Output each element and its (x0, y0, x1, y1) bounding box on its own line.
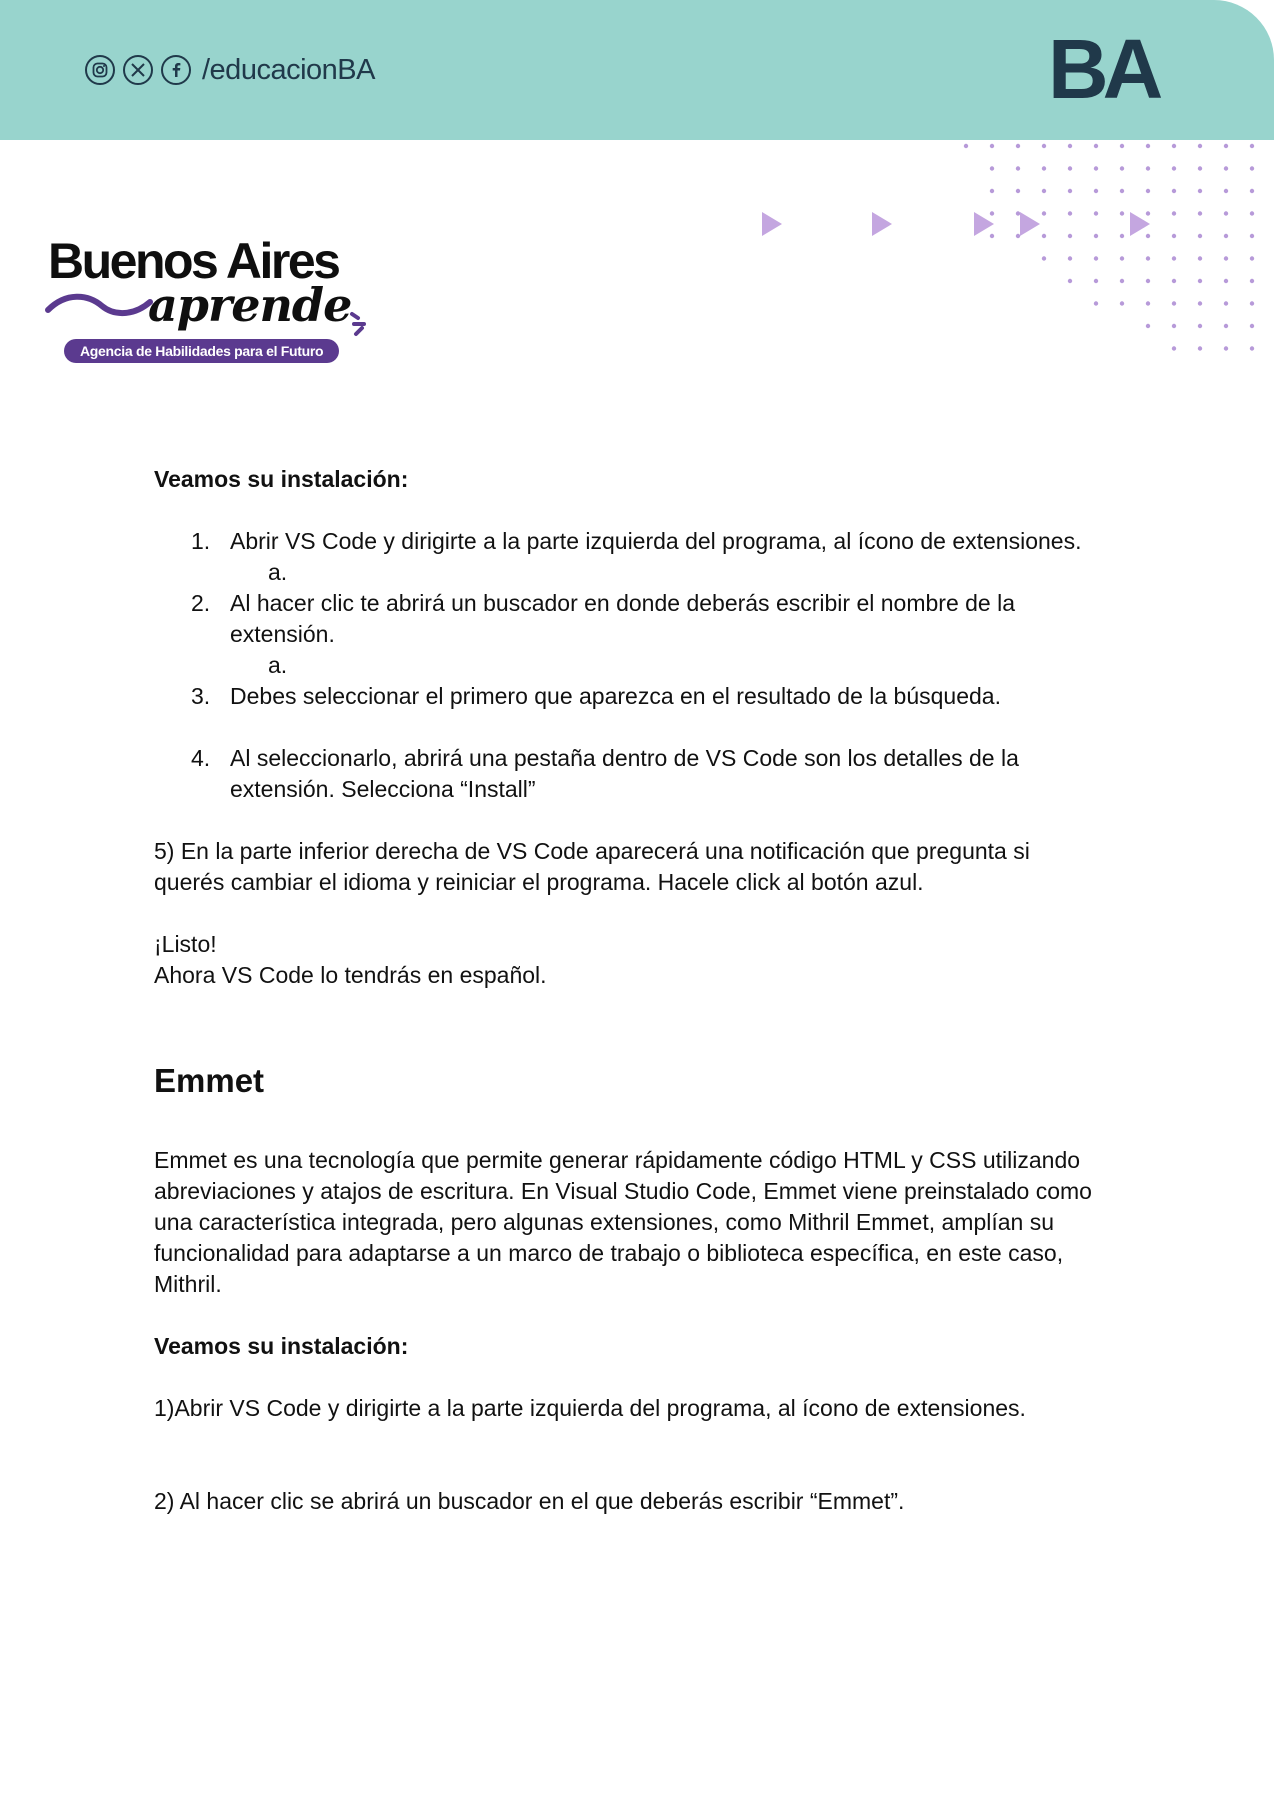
dot (1120, 301, 1124, 305)
dot (1042, 166, 1046, 170)
dot (1224, 346, 1228, 350)
dot (1172, 279, 1176, 283)
ba-logo (1048, 38, 1168, 108)
dot (1250, 324, 1254, 328)
blank-line (154, 1300, 1114, 1331)
arrow-icon (762, 212, 782, 236)
dot (1120, 279, 1124, 283)
arrow-icon (872, 212, 892, 236)
done-text: ¡Listo! (154, 931, 217, 957)
installation-heading: Veamos su instalación: (154, 466, 409, 492)
dot (1094, 256, 1098, 260)
blank-line (154, 495, 1114, 526)
list-item-text-continued: extensión. (230, 621, 335, 647)
buenos-aires-aprende-logo (44, 233, 404, 371)
logo-title: Buenos Aires (48, 233, 339, 289)
dot (1146, 279, 1150, 283)
dot (1094, 301, 1098, 305)
dot (1042, 144, 1046, 148)
list-subitem: a. (268, 559, 288, 585)
dot (1172, 234, 1176, 238)
dot (1172, 166, 1176, 170)
installation-steps (154, 526, 1114, 805)
dot (1172, 256, 1176, 260)
list-item-text-continued: extensión. Selecciona “Install” (230, 776, 536, 802)
dot (1068, 256, 1072, 260)
dot (1250, 144, 1254, 148)
dot (1198, 189, 1202, 193)
blank-line (154, 805, 1114, 836)
dot (1172, 144, 1176, 148)
arrow-icon (1130, 212, 1150, 236)
facebook-icon[interactable] (161, 55, 191, 85)
list-number: 2. (191, 590, 211, 616)
dot (1042, 189, 1046, 193)
emmet-step-1: 1)Abrir VS Code y dirigirte a la parte izquierda del programa, al ícono de extensiones. (154, 1395, 1026, 1421)
list-item (154, 526, 1114, 557)
list-number: 4. (191, 745, 211, 771)
dot (1224, 189, 1228, 193)
emmet-paragraph (154, 1145, 1114, 1300)
dot (1224, 324, 1228, 328)
dot (1198, 324, 1202, 328)
dot (1094, 166, 1098, 170)
section-spacer (154, 1101, 1114, 1145)
blank-line (154, 898, 1114, 929)
done-text-line2: Ahora VS Code lo tendrás en español. (154, 962, 547, 988)
dot (1068, 144, 1072, 148)
list-item (154, 681, 1114, 712)
section-spacer (154, 991, 1114, 1061)
paragraph-line: abreviaciones y atajos de escritura. En Visual Studio Code, Emmet viene preinstalado como (154, 1178, 1092, 1204)
spark-icon (348, 308, 378, 338)
dot (1250, 166, 1254, 170)
dot (1198, 279, 1202, 283)
arrow-icon (1020, 212, 1040, 236)
dot (1120, 256, 1124, 260)
list-item (154, 588, 1114, 650)
dot (1198, 166, 1202, 170)
dot (990, 144, 994, 148)
dot (990, 166, 994, 170)
dot (1016, 166, 1020, 170)
dot (1198, 211, 1202, 215)
decorative-arrows (760, 208, 1160, 248)
document-body (154, 464, 1114, 1517)
dot (1224, 279, 1228, 283)
paragraph-line: una característica integrada, pero algunas extensiones, como Mithril Emmet, amplían su (154, 1209, 1054, 1235)
list-number: 3. (191, 683, 211, 709)
blank-line (154, 1424, 1114, 1486)
dot (1172, 301, 1176, 305)
blank-line (154, 712, 1114, 743)
dot (1094, 279, 1098, 283)
emmet-step-2: 2) Al hacer clic se abrirá un buscador en el que deberás escribir “Emmet”. (154, 1488, 905, 1514)
emmet-installation-heading: Veamos su instalación: (154, 1333, 409, 1359)
dot (1146, 324, 1150, 328)
dot (1250, 234, 1254, 238)
list-item-text: Debes seleccionar el primero que aparezca en el resultado de la búsqueda. (230, 683, 1001, 709)
step-5-text-continued: querés cambiar el idioma y reiniciar el programa. Hacele click al botón azul. (154, 869, 924, 895)
dot (990, 189, 994, 193)
arrow-icon (974, 212, 994, 236)
emmet-title: Emmet (154, 1062, 265, 1099)
list-item-text: Al seleccionarlo, abrirá una pestaña dentro de VS Code son los detalles de la (230, 745, 1019, 771)
dot (1172, 211, 1176, 215)
dot (1224, 144, 1228, 148)
dot (1146, 189, 1150, 193)
instagram-icon[interactable] (85, 55, 115, 85)
dot (1146, 166, 1150, 170)
dot (1042, 256, 1046, 260)
dot (1198, 256, 1202, 260)
dot (1224, 166, 1228, 170)
list-number: 1. (191, 528, 211, 554)
logo-tagline: Agencia de Habilidades para el Futuro (64, 339, 339, 363)
list-item (154, 743, 1114, 805)
dot (1224, 211, 1228, 215)
swoosh-icon (44, 286, 154, 320)
dot (1250, 301, 1254, 305)
dot (1250, 256, 1254, 260)
dot (1068, 279, 1072, 283)
dot (1250, 211, 1254, 215)
dot (1224, 256, 1228, 260)
dot (1120, 189, 1124, 193)
dot (1250, 189, 1254, 193)
dot (1250, 279, 1254, 283)
list-item-text: Al hacer clic te abrirá un buscador en donde deberás escribir el nombre de la (230, 590, 1015, 616)
dot (1224, 301, 1228, 305)
ba-logo-text: BA (1048, 38, 1158, 108)
dot (1250, 346, 1254, 350)
dot (1198, 301, 1202, 305)
dot (1094, 144, 1098, 148)
dot (1094, 189, 1098, 193)
blank-line (154, 1362, 1114, 1393)
dot (1016, 144, 1020, 148)
list-item-text: Abrir VS Code y dirigirte a la parte izquierda del programa, al ícono de extensiones. (230, 528, 1082, 554)
social-links (85, 50, 375, 90)
dot (1172, 189, 1176, 193)
dot (1146, 144, 1150, 148)
dot (1120, 144, 1124, 148)
dot (1068, 189, 1072, 193)
paragraph-line: Emmet es una tecnología que permite generar rápidamente código HTML y CSS utilizando (154, 1147, 1081, 1173)
dot (1172, 324, 1176, 328)
dot (1198, 234, 1202, 238)
dot (1172, 346, 1176, 350)
dot (1068, 166, 1072, 170)
logo-subtitle: aprende (148, 278, 352, 332)
x-icon[interactable] (123, 55, 153, 85)
dot (1146, 256, 1150, 260)
list-subitem: a. (268, 652, 288, 678)
dot (1198, 346, 1202, 350)
step-5-text: 5) En la parte inferior derecha de VS Code aparecerá una notificación que pregunta si (154, 838, 1030, 864)
social-handle[interactable]: /educacionBA (202, 53, 375, 86)
decorative-dot-grid (960, 140, 1274, 376)
paragraph-line: funcionalidad para adaptarse a un marco de trabajo o biblioteca específica, en este caso, (154, 1240, 1064, 1266)
dot (1016, 189, 1020, 193)
dot (1198, 144, 1202, 148)
dot (1224, 234, 1228, 238)
paragraph-line: Mithril. (154, 1271, 222, 1297)
dot (1146, 301, 1150, 305)
dot (964, 144, 968, 148)
dot (1120, 166, 1124, 170)
